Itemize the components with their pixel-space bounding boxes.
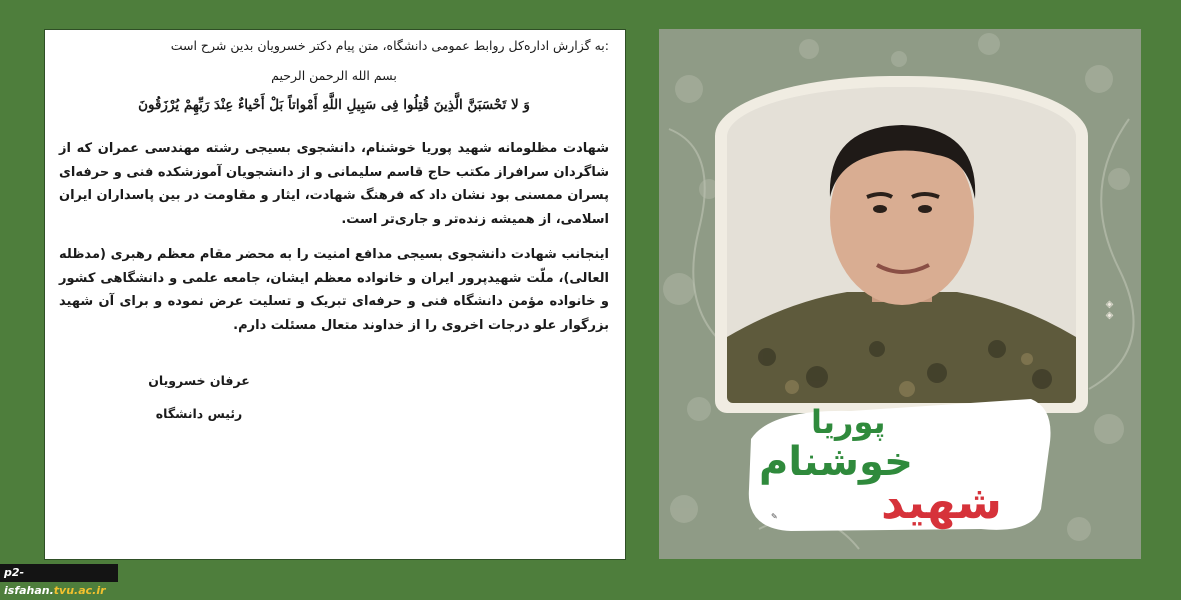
designer-signature: ✎ xyxy=(771,512,778,521)
site-prefix: p2-isfahan. xyxy=(4,566,54,597)
name-line-3: شهید xyxy=(881,475,1002,529)
paragraph-2: اینجانب شهادت دانشجوی بسیجی مدافع امنیت را به محضر مقام معظم رهبری (مدظله العالی)، ملّت شهیدپرور ایران و خانواده معظم ایشان، جامعه علمی و دانشگاهی کشور و خانواده مؤمن دانشگاه فنی و حرفه‌ای تبریک و تسلیت عرض نموده و برای آن شهید بزرگوار علو درجات اخروی را از خداوند متعال مسئلت دارم. xyxy=(59,247,609,333)
martyr-poster xyxy=(659,29,1141,559)
basmala-text: بسم الله الرحمن الرحیم xyxy=(271,68,397,83)
signer-name: عرفان خسرویان xyxy=(148,373,250,388)
statement-letter xyxy=(44,29,626,560)
name-line-2: خوشنام xyxy=(759,439,913,485)
site-domain: tvu.ac.ir xyxy=(53,584,106,597)
signature-block xyxy=(59,373,339,421)
intro-text: :به گزارش اداره‌کل روابط عمومی دانشگاه، متن پیام دکتر خسرویان بدین شرح است xyxy=(170,38,609,53)
portrait-illustration xyxy=(727,87,1076,403)
site-watermark xyxy=(0,564,118,597)
paragraph-1: شهادت مظلومانه شهید پوریا خوشنام، دانشجوی بسیجی رشته مهندسی عمران که از شاگردان سرافراز مکتب حاج قاسم سلیمانی و از دانشجویان آموزشکده فنی و حرفه‌ای پسران ممسنی بود نشان داد که فرهنگ شهادت، ایثار و مقاومت در بین پاسداران ایران اسلامی، از همیشه زنده‌تر و جاری‌تر است. xyxy=(59,141,609,227)
portrait-photo xyxy=(727,87,1076,403)
calligraphy-mark: ◈◈ xyxy=(1104,299,1115,321)
quran-verse: وَ لا تَحْسَبَنَّ الَّذِینَ قُتِلُوا فِی سَبِیلِ اللَّهِ أَمْواتاً بَلْ أَحْیاءٌ عِنْدَ رَبِّهِمْ یُرْزَقُونَ xyxy=(138,97,530,113)
name-line-1: پوریا xyxy=(811,403,886,441)
martyr-name-calligraphy xyxy=(731,389,1061,539)
signer-title: رئیس دانشگاه xyxy=(155,406,243,421)
